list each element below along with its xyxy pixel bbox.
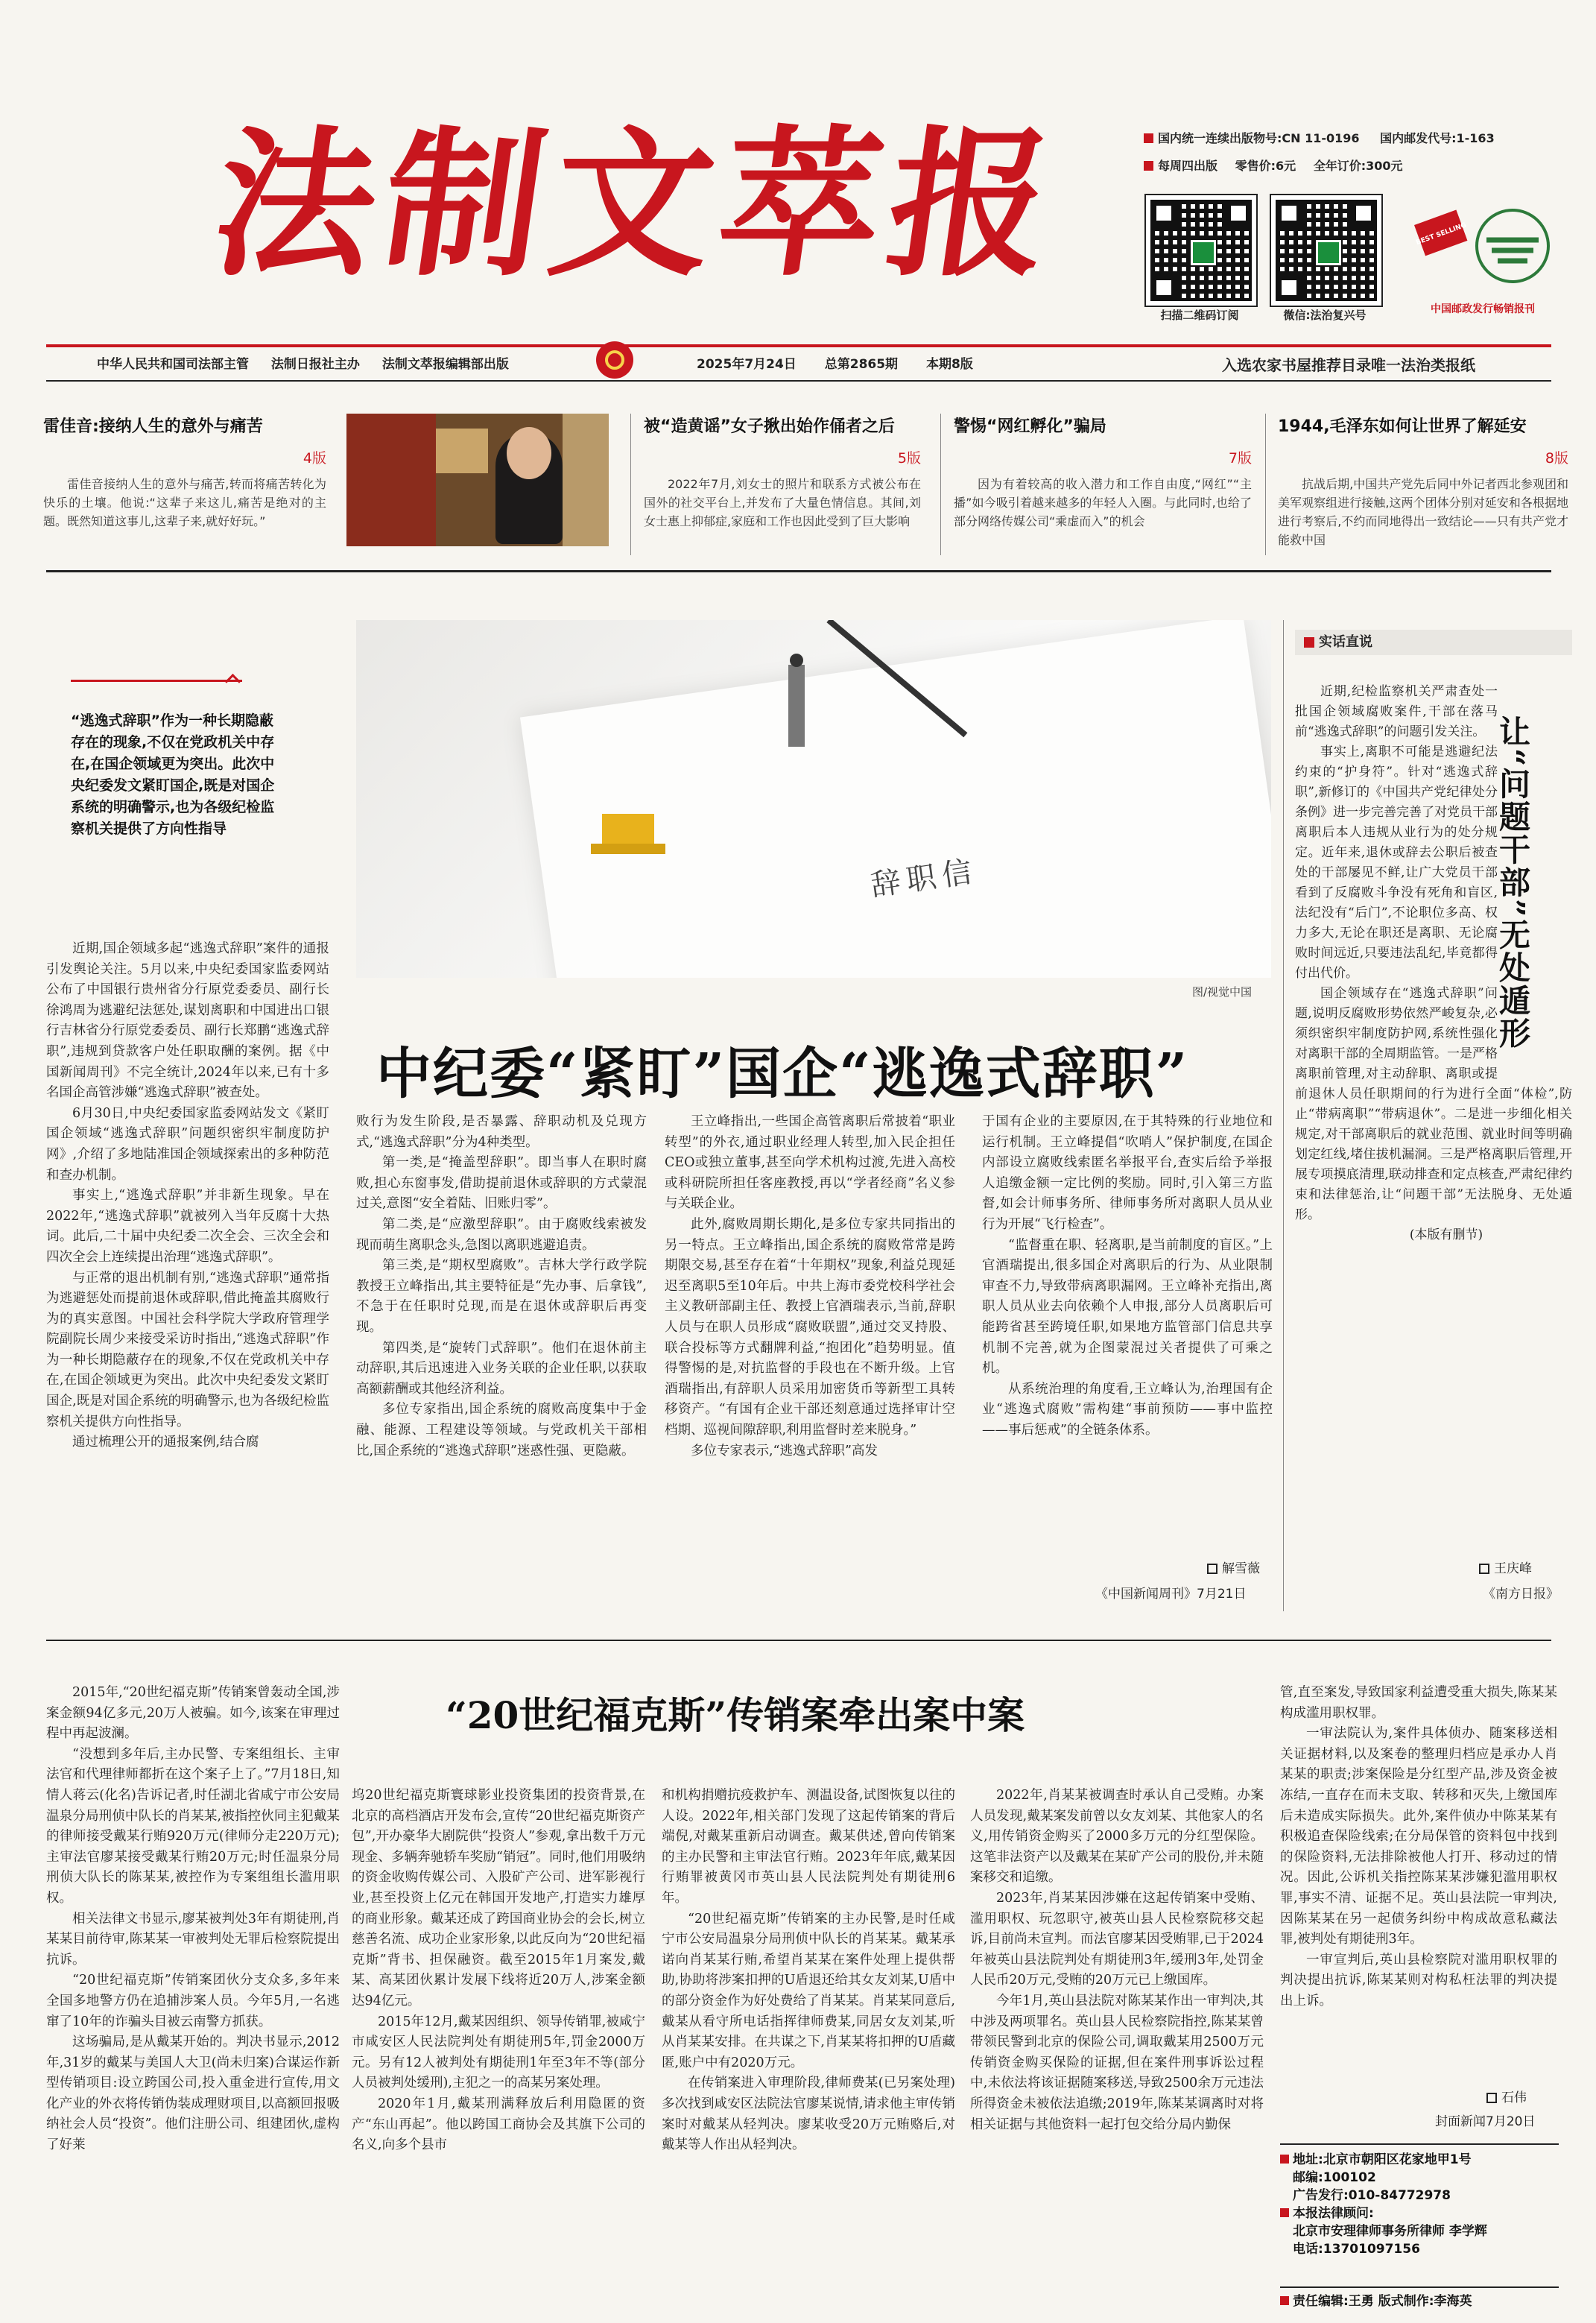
teaser-2-text: 2022年7月,刘女士的照片和联系方式被公布在国外的社交平台上,并发布了大量色情信息。其间,刘女士惠上抑郁症,家庭和工作也因此受到了巨大影响 bbox=[644, 477, 921, 528]
footer-zip: 邮编:100102 bbox=[1293, 2170, 1376, 2185]
page-count: 本期8版 bbox=[925, 357, 973, 372]
second-column-1 bbox=[46, 1683, 340, 2294]
lead-box-chevron-icon bbox=[225, 674, 241, 689]
top-red-rule bbox=[46, 344, 1551, 347]
commentary-paragraph: (本版有删节) bbox=[1409, 1227, 1483, 1242]
second-paragraph: 和机构捐赠抗疫救护车、测温设备,试图恢复以往的人设。2022年,相关部门发现了这起传销案的背后端倪,对戴某重新启动调查。戴某供述,曾向传销案的主办民警和主审法官行贿。2023年年底,戴某因行贿罪被黄冈市英山县人民法院判处有期徒刑6年。 bbox=[662, 1788, 955, 1906]
second-author: 石伟 bbox=[1486, 2087, 1527, 2105]
photo-credit: 图/视觉中国 bbox=[1192, 985, 1253, 999]
china-post-text: 中国邮政发行畅销报刊 bbox=[1431, 303, 1535, 315]
lead-column-4 bbox=[982, 1112, 1273, 1529]
second-paragraph: “20世纪福克斯”传销案团伙分支众多,多年来全国多地警方仍在追捕涉案人员。今年5月,一名逃窜了10年的诈骗头目被云南警方抓获。 bbox=[46, 1973, 340, 2029]
second-paragraph: 坞20世纪福克斯寰球影业投资集团的投资背景,在北京的高档酒店开发布会,宣传“20世纪福克斯资产包”,开办豪华大剧院供“投资人”参观,拿出数千万元现金、多辆奔驰轿车奖励“销冠”。同时,他们用吸纳的资金收购传媒公司、入股矿产公司、进军影视行业,甚至投资上亿元在韩国开发地产,打造实力雄厚的商业形象。戴某还成了跨国商业协会的会长,树立慈善名流、成功企业家形象,以此反向为“20世纪福克斯”背书、担保融资。截至2015年1月案发,戴某、高某团伙累计发展下线将近20万人,涉案金额达94亿元。 bbox=[352, 1788, 645, 2008]
footer-lawyer-label: 本报法律顾问: bbox=[1280, 2205, 1559, 2222]
china-post-emblem-icon bbox=[1401, 195, 1565, 300]
commentary-title: 让“问题干部”无处遁形 bbox=[1495, 715, 1531, 1050]
footer-lawyer: 北京市安理律师事务所律师 李学辉 bbox=[1293, 2224, 1487, 2239]
commentary-title-space bbox=[1498, 682, 1572, 1069]
china-post-logo bbox=[1401, 195, 1565, 322]
lead-headline: 中纪委“紧盯”国企“逃逸式辞职” bbox=[376, 1042, 1189, 1106]
subscribe-qr-code[interactable] bbox=[1146, 195, 1256, 306]
lead-summary: “逃逸式辞职”作为一种长期隐蔽存在的现象,不仅在党政机关中存在,在国企领域更为突出。此次中央纪委发文紧盯国企,既是对国企系统的明确警示,也为各级纪检监察机关提供了方向性指导 bbox=[71, 712, 275, 837]
teaser-2[interactable] bbox=[644, 414, 921, 531]
lead-author: 解雪薇 bbox=[1207, 1558, 1260, 1576]
teaser-1-photo bbox=[346, 414, 609, 546]
sponsor: 中华人民共和国司法部主管 bbox=[97, 357, 249, 372]
dateline-left bbox=[97, 353, 509, 372]
wechat-qr-code[interactable] bbox=[1271, 195, 1381, 306]
footer-ad-phone: 广告发行:010-84772978 bbox=[1293, 2188, 1451, 2203]
teaser-1[interactable] bbox=[43, 414, 326, 531]
commentary-body bbox=[1295, 682, 1572, 1561]
teaser-3-page: 7版 bbox=[1228, 450, 1252, 467]
lead-paragraph: “监督重在职、轻离职,是当前制度的盲区。”上官酒瑞提出,很多国企对离职后的行为、从业限制审查不力,导致带病离职漏网。王立峰补充指出,离职人员从业去向依赖个人申报,部分人员离职后可能跨省甚至跨境任职,如果地方监管部门信息共享机制不完善,就为企图蒙混过关者提供了可乘之机。 bbox=[982, 1237, 1273, 1377]
lead-paragraph: 近期,国企领域多起“逃逸式辞职”案件的通报引发舆论关注。5月以来,中央纪委国家监委网站公布了中国银行贵州省分行原党委委员、副行长徐鸿周为逃避纪法惩处,谋划离职和中国进出口银行吉林省分行原党委委员、副行长郑鹏“逃逸式辞职”,违规到贷款客户处任职取酬的案例。据《中国新闻周刊》不完全统计,2024年以来,已有十多名国企高管涉嫌“逃逸式辞职”被查处。 bbox=[46, 941, 329, 1101]
teaser-2-page: 5版 bbox=[897, 450, 921, 467]
lead-paragraph: 第二类,是“应激型辞职”。由于腐败线索被发现而萌生离职念头,急图以离职逃避追责。 bbox=[356, 1216, 647, 1253]
lead-paragraph: 败行为发生阶段,是否暴露、辞职动机及兑现方式,“逃逸式辞职”分为4种类型。 bbox=[356, 1114, 647, 1150]
teaser-1-text: 雷佳音接纳人生的意外与痛苦,转而将痛苦转化为快乐的土壤。他说:“这辈子来这儿,痛苦是绝对的主题。既然知道这事儿,这辈子来,就好好玩。” bbox=[43, 477, 326, 528]
commentary-source: 《南方日报》 bbox=[1483, 1587, 1559, 1602]
lead-paragraph: 第三类,是“期权型腐败”。吉林大学行政学院教授王立峰指出,其主要特征是“先办事、后拿钱”,不急于在任职时兑现,而是在退休或辞职后再变现。 bbox=[356, 1258, 647, 1335]
lead-photo bbox=[356, 620, 1271, 978]
editor: 法制文萃报编辑部出版 bbox=[381, 357, 509, 372]
second-headline: “20世纪福克斯”传销案牵出案中案 bbox=[446, 1693, 1025, 1737]
second-paragraph: 2020年1月,戴某刑满释放后利用隐匿的资产“东山再起”。他以跨国工商协会及其旗下公司的名义,向多个县市 bbox=[352, 2096, 645, 2153]
organizer: 法制日报社主办 bbox=[270, 357, 360, 372]
second-paragraph: 2022年,肖某某被调查时承认自己受贿。办案人员发现,戴某案发前曾以女友刘某、其他家人的名义,用传销资金购买了2000多万元的分红型保险。这笔非法资产以及戴某在某矿产公司的股份,并未随案移交和追缴。 bbox=[970, 1788, 1264, 1886]
teaser-1-title[interactable]: 雷佳音:接纳人生的意外与痛苦 bbox=[43, 417, 263, 436]
second-column-3 bbox=[662, 1786, 955, 2294]
lead-paragraph: 第四类,是“旋转门式辞职”。他们在退休前主动辞职,其后迅速进入业务关联的企业任职,以获取高额薪酬或其他经济利益。 bbox=[356, 1340, 647, 1397]
lead-paragraph: 多位专家指出,国企系统的腐败高度集中于金融、能源、工程建设等领域。与党政机关干部相比,国企系统的“逃逸式辞职”迷惑性强、更隐蔽。 bbox=[356, 1402, 647, 1458]
footer-editors: 责任编辑:王勇 版式制作:李海英 bbox=[1280, 2286, 1559, 2310]
paper-emblem-icon bbox=[596, 341, 633, 379]
second-column-5 bbox=[1280, 1683, 1557, 2078]
second-paragraph: 2015年12月,戴某因组织、领导传销罪,被咸宁市咸安区人民法院判处有期徒刑5年,罚金2000万元。另有12人被判处有期徒刑1年至3年不等(部分人员被判处缓刑),主犯之一的高某另案处理。 bbox=[352, 2014, 645, 2091]
teaser-divider bbox=[940, 414, 941, 555]
footer-address: 地址:北京市朝阳区花家地甲1号 bbox=[1280, 2151, 1559, 2169]
lead-paragraph: 于国有企业的主要原因,在于其特殊的行业地位和运行机制。王立峰提倡“吹哨人”保护制度,在国企内部设立腐败线索匿名举报平台,查实后给予举报人追缴金额一定比例的奖励。同时,引入第三方监督,如会计师事务所、律师事务所对离职人员从业行为开展“飞行检查”。 bbox=[982, 1114, 1273, 1232]
dateline-right bbox=[697, 353, 973, 372]
second-paragraph: 今年1月,英山县法院对陈某某作出一审判决,其中涉及两项罪名。英山县人民检察院指控,陈某某曾带领民警到北京的保险公司,调取戴某用2500万元传销资金购买保险的证据,但在案件刑事诉讼过程中,未依法将该证据随案移送,导致2500余万元违法所得资金未被依法追缴;2019年,陈某某调离时对将相关证据与其他资料一起打包交给分局内勤保 bbox=[970, 1993, 1264, 2132]
footer-info-box bbox=[1280, 2143, 1559, 2282]
teaser-3[interactable] bbox=[954, 414, 1252, 531]
second-paragraph: “没想到多年后,主办民警、专案组组长、主审法官和代理律师都折在这个案子上了。”7月18日,知情人蒋云(化名)告诉记者,时任湖北省咸宁市公安局温泉分局刑侦中队长的肖某某,被指控伙同主犯戴某的律师接受戴某行贿920万元(律师分走220万元);主审法官廖某接受戴某行贿20万元;时任温泉分局刑侦大队长的陈某某,被控作为专案组组长滥用职权。 bbox=[46, 1746, 340, 1906]
lead-column-1 bbox=[46, 939, 329, 1623]
teaser-2-title[interactable]: 被“造黄谣”女子揪出始作俑者之后 bbox=[644, 417, 895, 436]
best-selling-badge-text: BEST SELLING bbox=[1415, 221, 1468, 247]
lead-paragraph: 此外,腐败周期长期化,是多位专家共同指出的另一特点。王立峰指出,国企系统的腐败常常是跨期限交易,甚至存在着“十年期权”现象,利益兑现延迟至离职5至10年后。中共上海市委党校科学社会主义教研部副主任、教授上官酒瑞表示,当前,辞职人员与在职人员形成“腐败联盟”,通过交叉持股、联合投标等方式翻牌利益,“抱团化”趋势明显。值得警惕的是,对抗监督的手段也在不断升级。上官酒瑞指出,有辞职人员采用加密货币等新型工具转移资产。“有国有企业干部还刻意通过选择审计空档期、巡视间隙辞职,利用监督时差来脱身。” bbox=[665, 1216, 955, 1438]
lead-source: 《中国新闻周刊》7月21日 bbox=[1095, 1587, 1247, 1602]
weekly-note: 每周四出版 bbox=[1158, 159, 1218, 173]
second-source: 封面新闻7月20日 bbox=[1435, 2114, 1536, 2129]
price-single: 零售价:6元 bbox=[1235, 159, 1296, 173]
lead-paragraph: 王立峰指出,一些国企高管离职后常披着“职业转型”的外衣,通过职业经理人转型,加入民企担任CEO或独立董事,甚至向学术机构过渡,先进入高校或科研院所担任客座教授,再以“学者经商”名义参与关联企业。 bbox=[665, 1114, 955, 1212]
second-paragraph: 管,直至案发,导致国家利益遭受重大损失,陈某某构成滥用职权罪。 bbox=[1280, 1685, 1557, 1721]
second-paragraph: 相关法律文书显示,廖某被判处3年有期徒刑,肖某某目前待审,陈某某一审被判处无罪后检察院提出抗诉。 bbox=[46, 1911, 340, 1968]
teaser-3-text: 因为有着较高的收入潜力和工作自由度,“网红”“主播”如今吸引着越来越多的年轻人入圈。与此同时,也给了部分网络传媒公司“乘虚而入”的机会 bbox=[954, 477, 1252, 528]
lead-column-3 bbox=[665, 1112, 955, 1626]
price-year: 全年订价:300元 bbox=[1313, 159, 1403, 173]
teaser-4-title[interactable]: 1944,毛泽东如何让世界了解延安 bbox=[1278, 417, 1527, 436]
post-code: 国内邮发代号:1-163 bbox=[1380, 131, 1495, 145]
lead-paragraph: 6月30日,中央纪委国家监委网站发文《紧盯国企领域“逃逸式辞职”问题织密织牢制度防护网》,介绍了多地陆准国企领域探索出的多种防范和查办机制。 bbox=[46, 1105, 329, 1183]
teaser-4-page: 8版 bbox=[1545, 450, 1568, 467]
commentary-author: 王庆峰 bbox=[1479, 1558, 1532, 1576]
publication-info-row-2 bbox=[1144, 157, 1403, 174]
issue-date: 2025年7月24日 bbox=[697, 357, 797, 372]
teaser-3-title[interactable]: 警惕“网红孵化”骗局 bbox=[954, 417, 1106, 436]
second-column-4 bbox=[970, 1786, 1264, 2294]
teaser-bottom-rule bbox=[46, 570, 1551, 572]
commentary-paragraph: 近期,纪检监察机关严肃查处一批国企领域腐败案件,干部在落马前“逃逸式辞职”的问题引发关注。 bbox=[1295, 684, 1498, 739]
commentary-divider bbox=[1283, 620, 1284, 1611]
commentary-label-bar bbox=[1295, 630, 1572, 655]
second-paragraph: 一审宣判后,英山县检察院对滥用职权罪的判决提出抗诉,陈某某则对构私枉法罪的判决提出上诉。 bbox=[1280, 1952, 1557, 2008]
qr1-caption: 扫描二维码订阅 bbox=[1160, 309, 1239, 322]
teaser-4[interactable] bbox=[1278, 414, 1568, 549]
lower-section-rule bbox=[46, 1640, 1551, 1641]
qr2-caption: 微信:法治复兴号 bbox=[1283, 309, 1367, 322]
lead-column-2 bbox=[356, 1112, 647, 1626]
lead-paragraph: 事实上,“逃逸式辞职”并非新生现象。早在2022年,“逃逸式辞职”就被列入当年反腐十大热词。此后,二十届中央纪委二次全会、三次全会和四次全会上连续提出治理“逃逸式辞职”。 bbox=[46, 1188, 329, 1265]
second-paragraph: 2015年,“20世纪福克斯”传销案曾轰动全国,涉案金额94亿多元,20万人被骗。如今,该案在审理过程中再起波澜。 bbox=[46, 1685, 340, 1742]
lead-box-rule bbox=[71, 680, 242, 682]
commentary-paragraph: 事实上,离职不可能是逃避纪法约束的“护身符”。针对“逃逸式辞职”,新修订的《中国共产党纪律处分条例》进一步完善完善了对党员干部离职后本人违规从业行为的处分规定。近年来,退休或辞去公职后被查处的干部屡见不鲜,让广大党员干部看到了反腐败斗争没有死角和盲区,法纪没有“后门”,不论职位多高、权力多大,无论在职还是离职、无论腐败时间远近,只要违法乱纪,毕竟都得付出代价。 bbox=[1295, 745, 1498, 981]
footer-phone: 电话:13701097156 bbox=[1293, 2242, 1420, 2257]
lead-paragraph: 通过梳理公开的通报案例,结合腐 bbox=[72, 1435, 259, 1450]
dateline-bottom-rule bbox=[46, 380, 1551, 382]
commentary-paragraph: 国企领域存在“逃逸式辞职”问题,说明反腐败形势依然严峻复杂,必须织密织牢制度防护网,系统性强化对离职干部的全周期监管。一是严格离职前管理,对主动辞职、离职或提前退休人员任职期间的行为进行全面“体检”,防止“带病离职”“带病退休”。二是进一步细化相关规定,对干部离职后的就业范围、就业时间等明确划定红线,堵住拔机漏洞。三是严格离职后管理,开展专项摸底清理,联动排查和定点核查,严肃纪律约束和法律惩治,让“问题干部”无法脱身、无处遁形。 bbox=[1295, 986, 1572, 1222]
teaser-1-page: 4版 bbox=[303, 450, 326, 467]
lead-paragraph: 从系统治理的角度看,王立峰认为,治理国有企业“逃逸式腐败”需构建“事前预防——事中监控——事后惩戒”的全链条体系。 bbox=[982, 1381, 1273, 1438]
publication-info-row-1 bbox=[1144, 129, 1495, 146]
second-paragraph: 2023年,肖某某因涉嫌在这起传销案中受贿、滥用职权、玩忽职守,被英山县人民检察院移交起诉,目前尚未宣判。而法官廖某因受贿罪,已于2024年被英山县法院判处有期徒刑3年,缓刑3年,处罚金人民币20万元,受贿的20万元已上缴国库。 bbox=[970, 1890, 1264, 1988]
commentary-label: 实话直说 bbox=[1319, 634, 1372, 650]
second-paragraph: 在传销案进入审理阶段,律师费某(已另案处理)多次找到咸安区法院法官廖某说情,请求他主审传销案时对戴某从轻判决。廖某收受20万元贿赂后,对戴某等人作出从轻判决。 bbox=[662, 2076, 955, 2153]
slogan: 入选农家书屋推荐目录唯一法治类报纸 bbox=[1222, 356, 1475, 374]
photo-letter-title: 辞职信 bbox=[868, 854, 980, 903]
teaser-divider bbox=[1265, 414, 1266, 555]
second-paragraph: 这场骗局,是从戴某开始的。判决书显示,2012年,31岁的戴某与美国人大卫(尚未归案)合谋运作新型传销项目:设立跨国公司,投入重金进行宣传,用文化产业的外衣将传销伪装成理财项目,以高额回报吸纳社会人员“投资”。他们注册公司、组建团伙,虚构了好莱 bbox=[46, 2035, 340, 2153]
cn-number: 国内统一连续出版物号:CN 11-0196 bbox=[1158, 131, 1360, 145]
masthead-title: 法制文萃报 bbox=[203, 111, 1071, 298]
lead-paragraph: 与正常的退出机制有别,“逃逸式辞职”通常指为逃避惩处而提前退休或辞职,借此掩盖其腐败行为的真实意图。中国社会科学院大学政府管理学院副院长周少来接受采访时指出,“逃逸式辞职”作为一种长期隐蔽存在的现象,不仅在党政机关中存在,在国企领域更为突出。此次中央纪委发文紧盯国企,既是对国企系统的明确警示,也为各级纪检监察机关提供方向性指导。 bbox=[46, 1270, 329, 1429]
teaser-4-text: 抗战后期,中国共产党先后同中外记者西北参观团和美军观察组进行接触,这两个团体分别对延安和各根据地进行考察后,不约而同地得出一致结论——只有共产党才能救中国 bbox=[1278, 477, 1568, 547]
lead-paragraph: 第一类,是“掩盖型辞职”。即当事人在职时腐败,担心东窗事发,借助提前退休或辞职的方式蒙混过关,意图“安全着陆、旧账归零”。 bbox=[356, 1155, 647, 1212]
second-column-2 bbox=[352, 1786, 645, 2294]
second-paragraph: “20世纪福克斯”传销案的主办民警,是时任咸宁市公安局温泉分局刑侦中队长的肖某某。戴某承诺向肖某某行贿,希望肖某某在案件处理上提供帮助,协助将涉案扣押的U盾退还给其女友刘某,U盾中的部分资金作为好处费给了肖某某。肖某某同意后,戴某从看守所电话指挥律师费某,同居女友刘某,听从肖某某安排。在共谋之下,肖某某将扣押的U盾藏匿,账户中有2020万元。 bbox=[662, 1911, 955, 2070]
lead-paragraph: 多位专家表示,“逃逸式辞职”高发 bbox=[691, 1443, 878, 1458]
issue-number: 总第2865期 bbox=[824, 357, 899, 372]
second-paragraph: 一审法院认为,案件具体侦办、随案移送相关证据材料,以及案卷的整理归档应是承办人肖某某的职责;涉案保险是分红型产品,涉及资金被冻结,一直存在而未支取、转移和灭失,上缴国库后未造成实际损失。此外,案件侦办中陈某某有积极追查保险线索;在分局保管的资料包中找到的保险资料,无法排除被他人打开、移动过的情况。因此,公诉机关指控陈某某涉嫌犯滥用职权罪,事实不清、证据不足。英山县法院一审判决,因陈某某在另一起债务纠纷中构成故意私藏法罪,被判处有期徒刑3年。 bbox=[1280, 1726, 1557, 1947]
teaser-divider bbox=[630, 414, 631, 555]
